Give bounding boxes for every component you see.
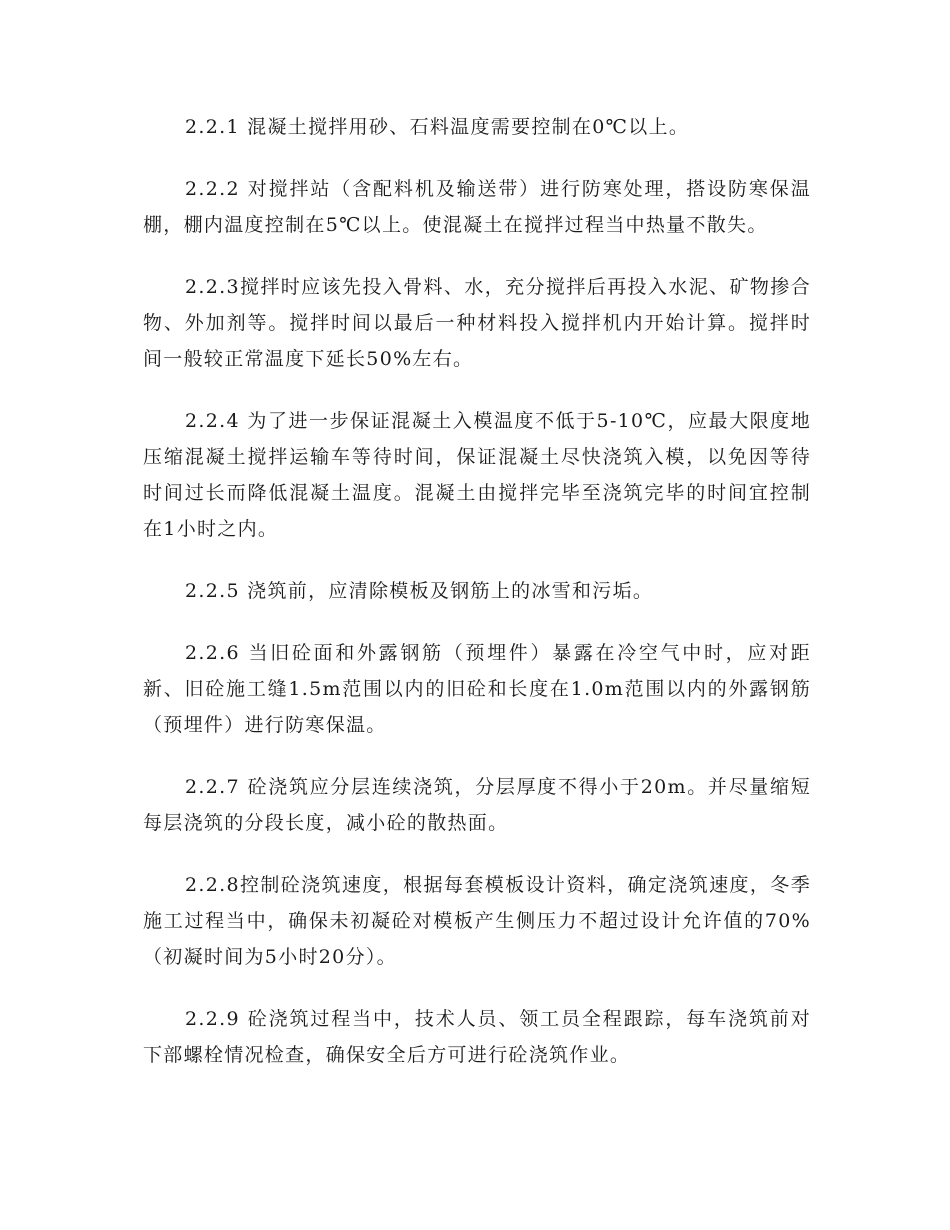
paragraph-2-2-7: 2.2.7 砼浇筑应分层连续浇筑，分层厚度不得小于20m。并尽量缩短每层浇筑的分段长度，减小砼的散热面。 [143, 776, 811, 834]
document-body [143, 109, 811, 1099]
paragraph-2-2-5: 2.2.5 浇筑前，应清除模板及钢筋上的冰雪和污垢。 [185, 580, 654, 602]
paragraph-2-2-6: 2.2.6 当旧砼面和外露钢筋（预埋件）暴露在冷空气中时，应对距新、旧砼施工缝1.5m范围以内的旧砼和长度在1.0m范围以内的外露钢筋（预埋件）进行防寒保温。 [143, 642, 811, 736]
paragraph-2-2-9: 2.2.9 砼浇筑过程当中，技术人员、领工员全程跟踪，每车浇筑前对下部螺栓情况检查，确保安全后方可进行砼浇筑作业。 [143, 1008, 811, 1066]
paragraph-2-2-2: 2.2.2 对搅拌站（含配料机及输送带）进行防寒处理，搭设防寒保温棚，棚内温度控制在5℃以上。使混凝土在搅拌过程当中热量不散失。 [143, 178, 811, 236]
paragraph-2-2-1: 2.2.1 混凝土搅拌用砂、石料温度需要控制在0℃以上。 [185, 116, 690, 138]
paragraph-2-2-3: 2.2.3搅拌时应该先投入骨料、水，充分搅拌后再投入水泥、矿物掺合物、外加剂等。搅拌时间以最后一种材料投入搅拌机内开始计算。搅拌时间一般较正常温度下延长50%左右。 [143, 276, 811, 370]
paragraph-2-2-4: 2.2.4 为了进一步保证混凝土入模温度不低于5-10℃，应最大限度地压缩混凝土搅拌运输车等待时间，保证混凝土尽快浇筑入模，以免因等待时间过长而降低混凝土温度。混凝土由搅拌完毕至浇筑完毕的时间宜控制在1小时之内。 [143, 410, 811, 540]
paragraph-2-2-8: 2.2.8控制砼浇筑速度，根据每套模板设计资料，确定浇筑速度，冬季施工过程当中，确保未初凝砼对模板产生侧压力不超过设计允许值的70%（初凝时间为5小时20分）。 [143, 874, 811, 968]
